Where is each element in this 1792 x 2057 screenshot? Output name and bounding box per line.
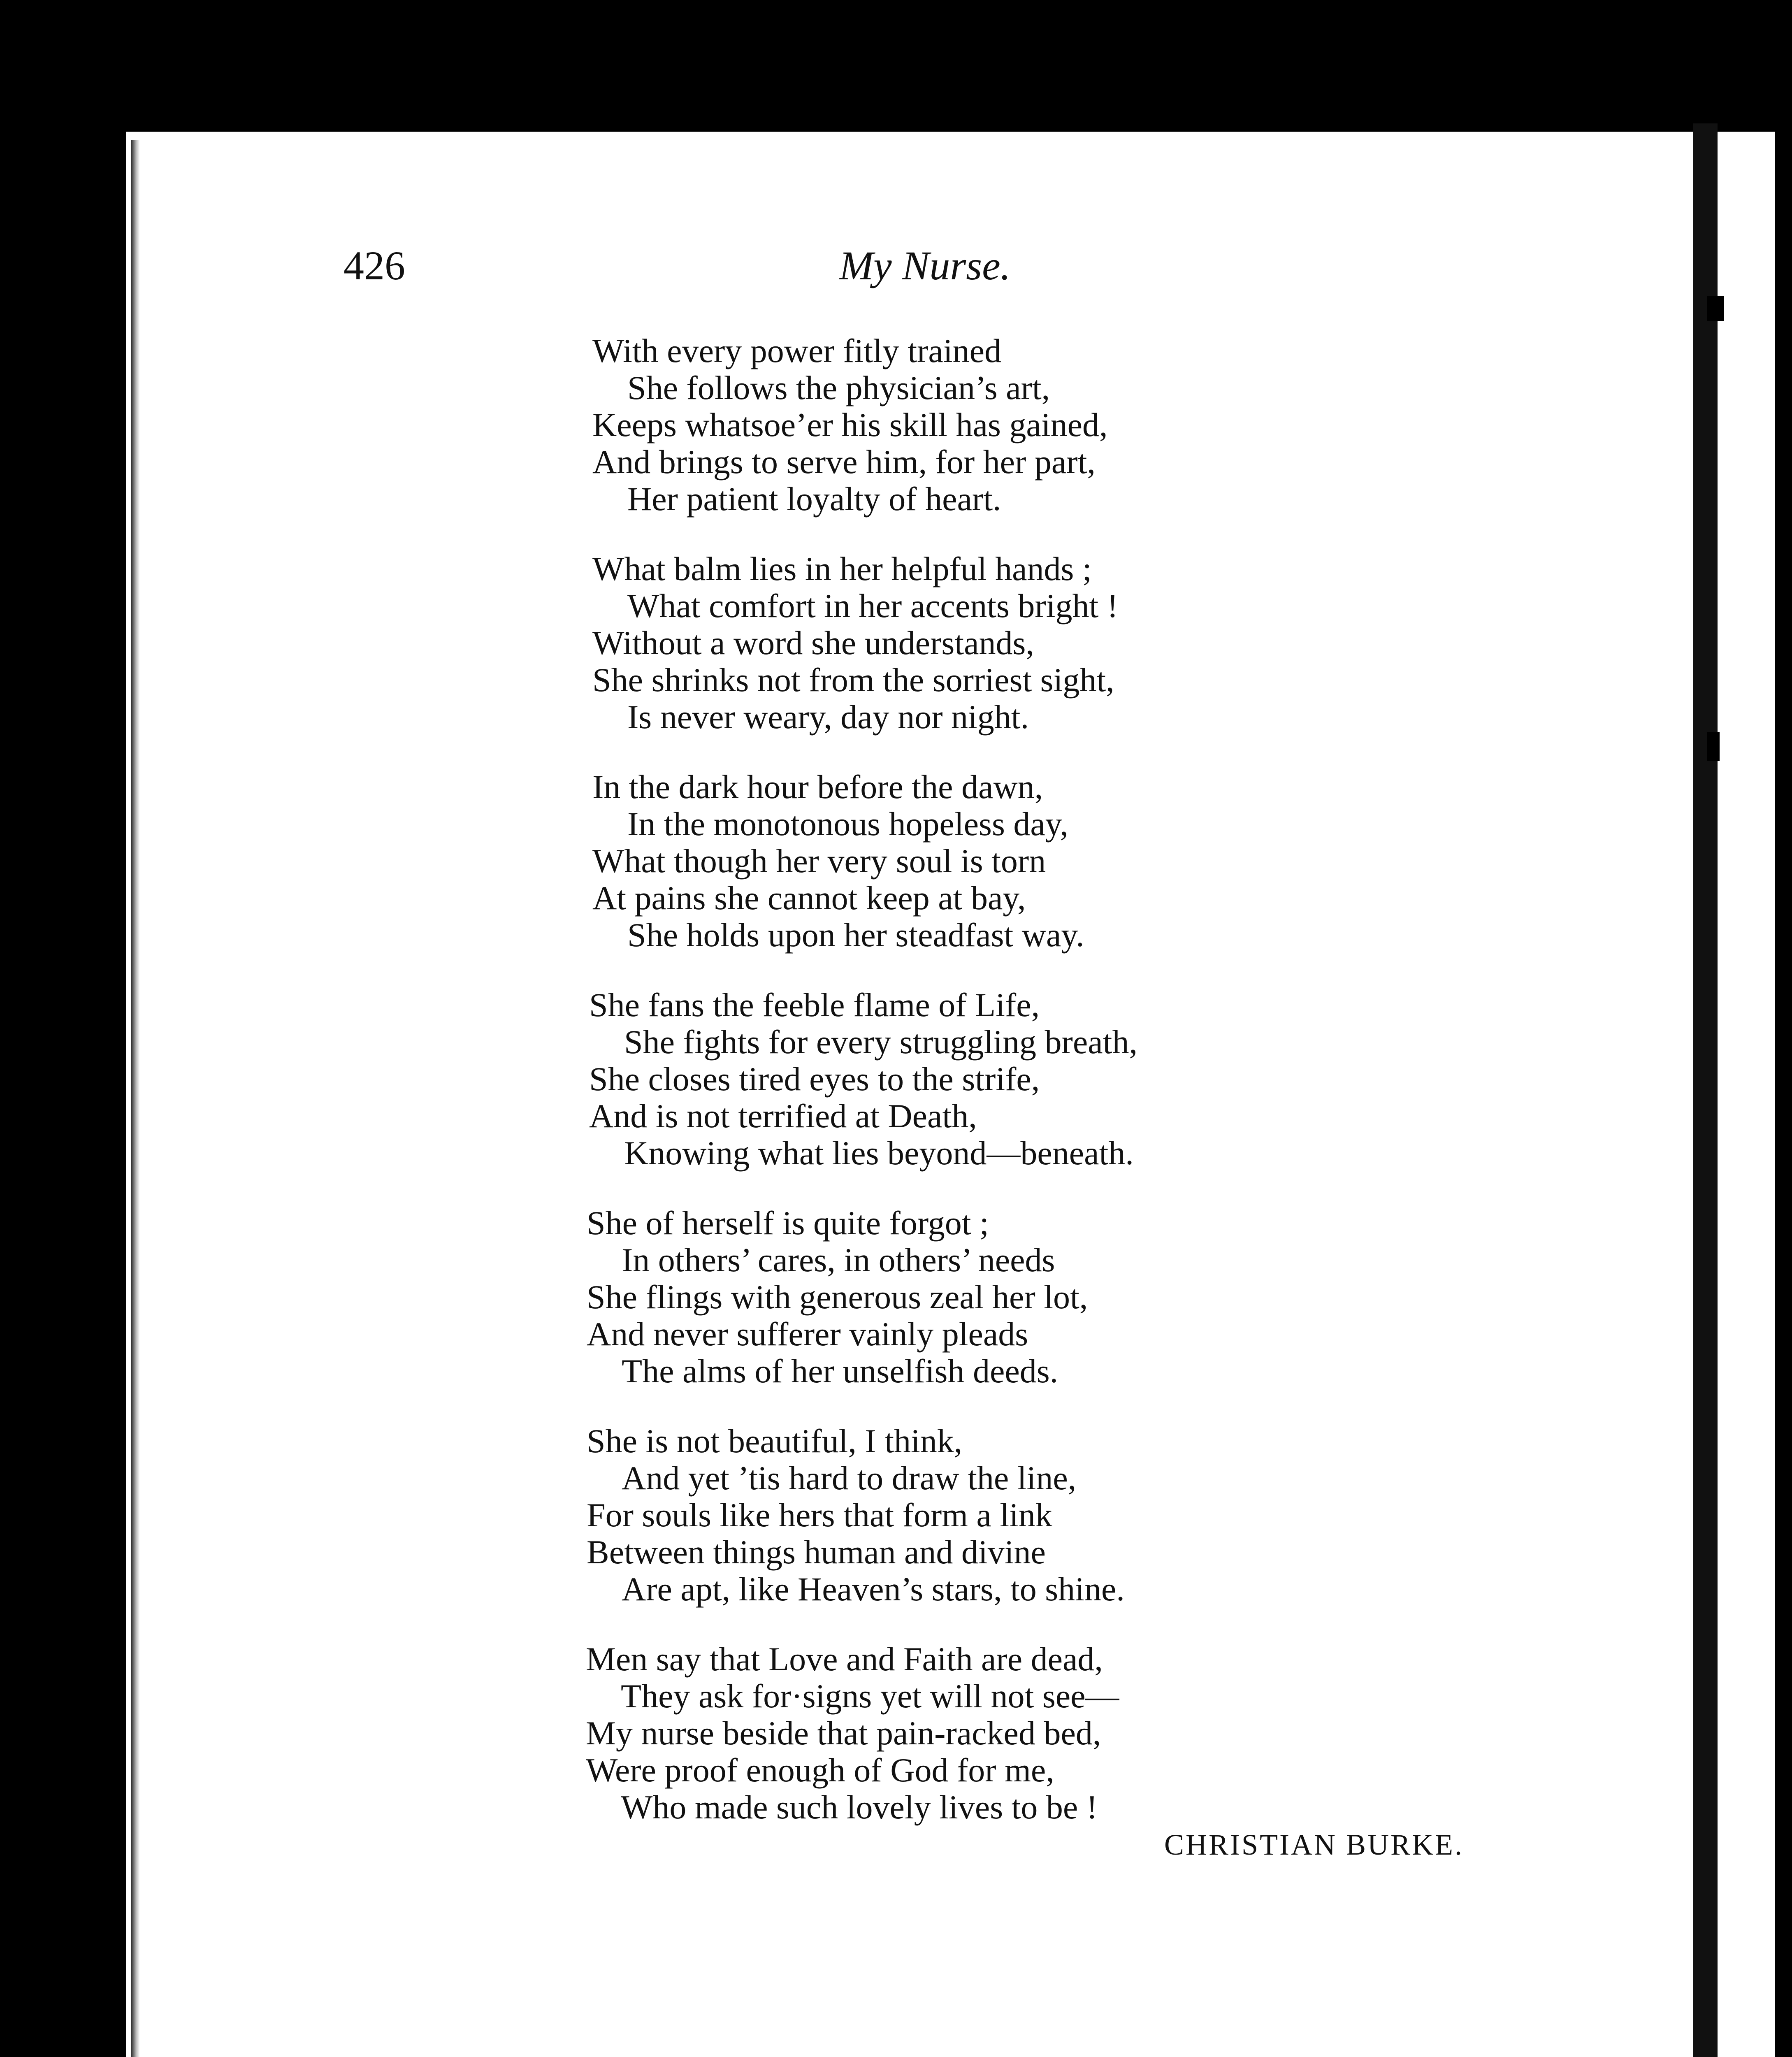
poem-line: Men say that Love and Faith are dead, [586,1640,1103,1678]
page-fore-edge [1693,123,1718,2057]
poem-line: At pains she cannot keep at bay, [592,879,1026,917]
poem-line: Knowing what lies beyond—beneath. [624,1134,1134,1172]
poem-line: She closes tired eyes to the strife, [589,1060,1040,1098]
edge-mark [1707,296,1724,321]
poem-line: My nurse beside that pain-racked bed, [586,1714,1101,1752]
poem-line: Her patient loyalty of heart. [627,480,1001,518]
poem-line: The alms of her unselfish deeds. [622,1352,1058,1390]
author-name: CHRISTIAN BURKE. [1164,1828,1464,1861]
poem-line: She is not beautiful, I think, [587,1422,963,1460]
poem-line: And brings to serve him, for her part, [592,443,1096,481]
poem-line: She of herself is quite forgot ; [587,1204,989,1242]
poem-line: She flings with generous zeal her lot, [587,1278,1088,1316]
poem-line: What comfort in her accents bright ! [627,587,1119,625]
poem-line: They ask for·signs yet will not see— [621,1677,1119,1715]
poem-line: What though her very soul is torn [592,842,1046,880]
poem-line: She follows the physician’s art, [627,369,1050,406]
poem-line: Between things human and divine [587,1533,1046,1571]
poem-line: She fights for every struggling breath, [624,1023,1137,1061]
poem-line: In others’ cares, in others’ needs [622,1241,1055,1279]
running-title: My Nurse. [839,243,1011,288]
poem-line: She holds upon her steadfast way. [627,916,1084,954]
poem-line: Keeps whatsoe’er his skill has gained, [592,406,1108,443]
poem-line: And never sufferer vainly pleads [587,1315,1028,1353]
author-signature [1164,1830,1464,1860]
poem-line: With every power fitly trained [592,332,1002,369]
poem-line: She fans the feeble flame of Life, [589,986,1040,1024]
poem-line: Without a word she understands, [592,624,1034,662]
facing-page-edge [1722,132,1775,2057]
poem-line: She shrinks not from the sorriest sight, [592,661,1114,699]
poem-line: Were proof enough of God for me, [586,1751,1054,1789]
poem-line: And is not terrified at Death, [589,1097,977,1135]
poem-line: Is never weary, day nor night. [627,698,1029,736]
poem-line: Are apt, like Heaven’s stars, to shine. [622,1570,1125,1608]
poem-line: Who made such lovely lives to be ! [621,1788,1098,1826]
poem-line: What balm lies in her helpful hands ; [592,550,1092,587]
edge-mark [1707,732,1720,761]
page-number: 426 [344,243,405,288]
page-gutter-shadow [131,140,140,2057]
poem-line: In the monotonous hopeless day, [627,805,1068,843]
poem-line: In the dark hour before the dawn, [592,768,1043,806]
poem-line: And yet ’tis hard to draw the line, [622,1459,1077,1497]
poem-line: For souls like hers that form a link [587,1496,1052,1534]
